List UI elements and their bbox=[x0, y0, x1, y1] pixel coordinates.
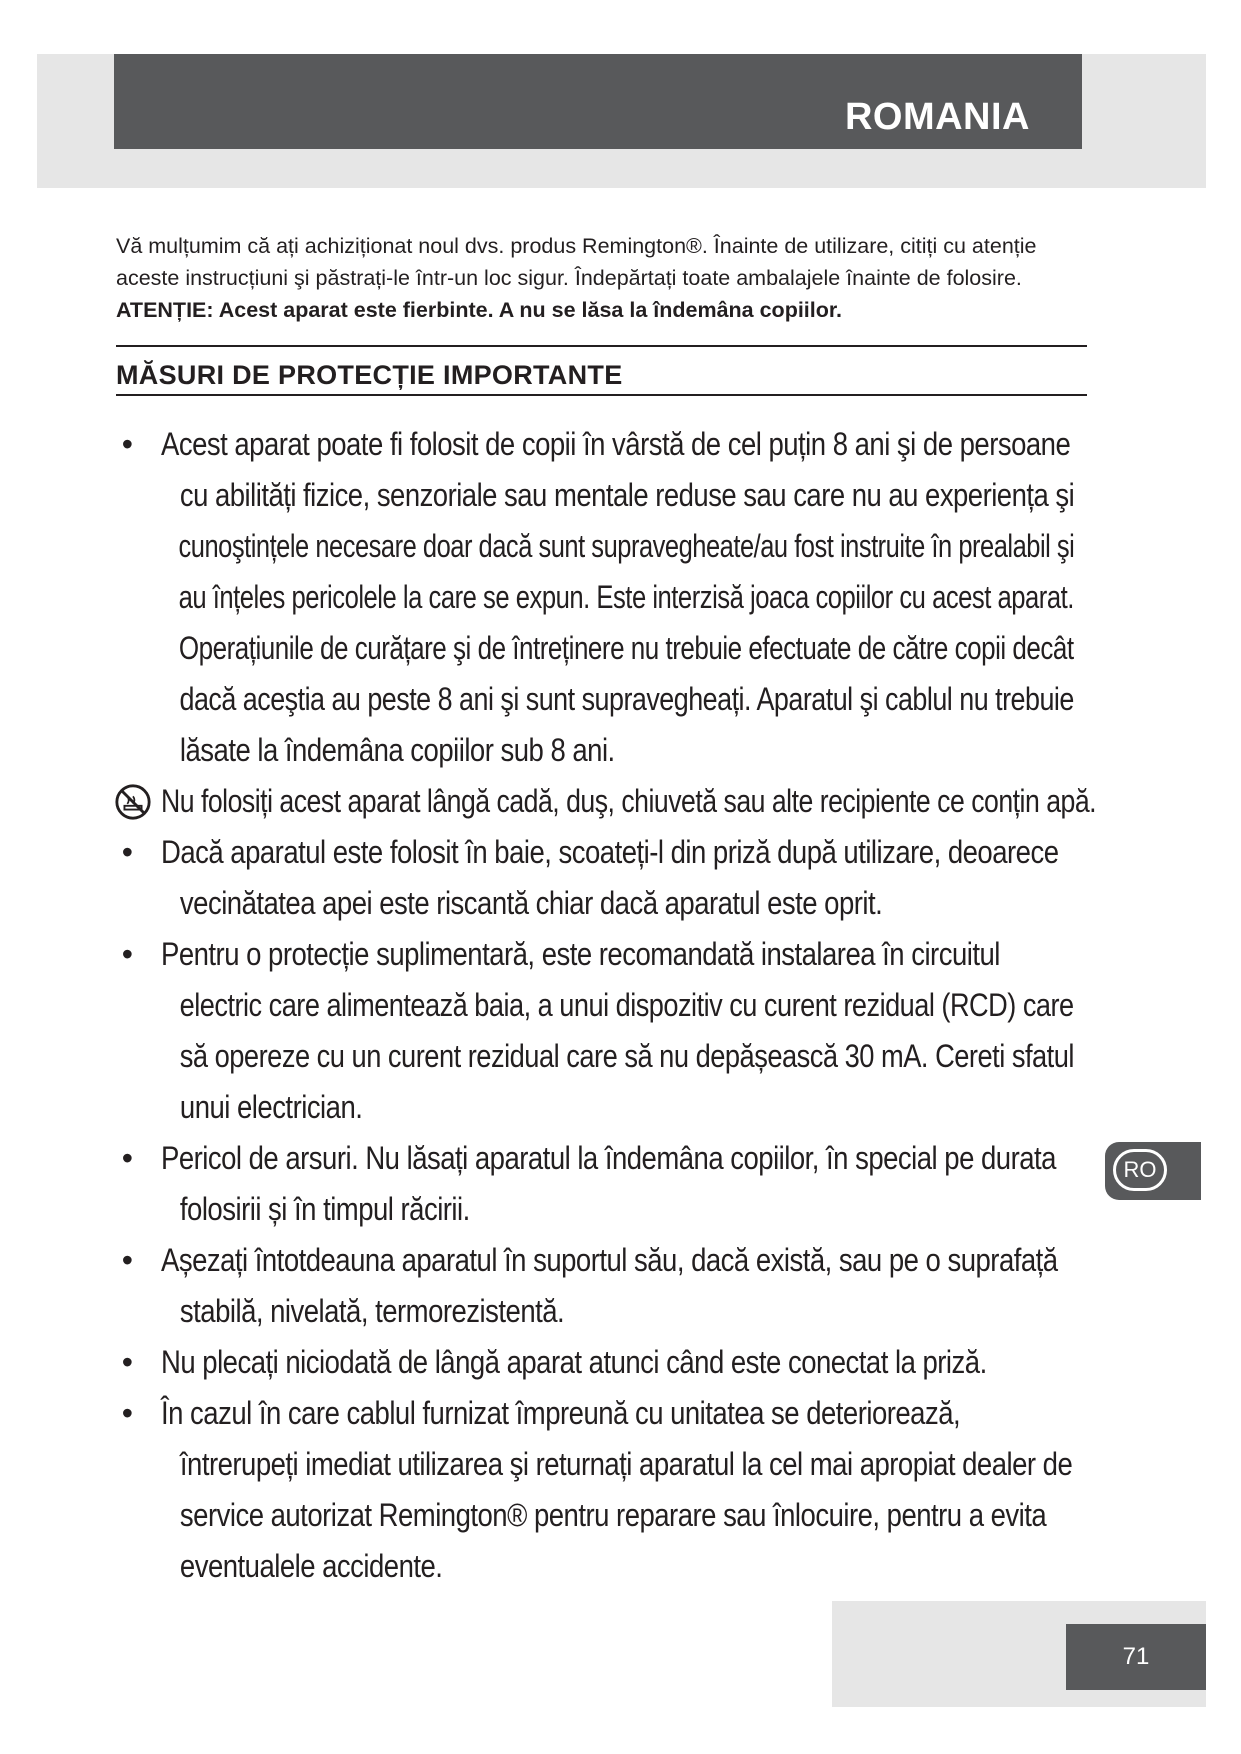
list-item-line: dacă aceştia au peste 8 ani şi sunt supravegheați. Aparatul şi cablul nu trebuie bbox=[179, 681, 1074, 717]
list-item bbox=[116, 929, 1116, 1133]
list-item-line: Așezați întotdeauna aparatul în suportul său, dacă există, sau pe o suprafață bbox=[161, 1242, 1058, 1278]
list-item-line: au înțeles pericolele la care se expun. Este interzisă joaca copiilor cu acest aparat. bbox=[178, 579, 1074, 615]
warning-list-item bbox=[116, 776, 1116, 827]
intro-text: Vă mulțumim că ați achiziționat noul dvs. produs Remington®. Înainte de utilizare, citiți cu atenție aceste instrucțiuni şi păstrați-le într-un loc sigur. Îndepărtați toate ambalajele înainte de folosire. bbox=[116, 234, 1037, 290]
language-side-tab bbox=[1105, 1142, 1201, 1200]
list-item-line: Pentru o protecție suplimentară, este recomandată instalarea în circuitul bbox=[161, 936, 1000, 972]
bullet: • bbox=[121, 426, 133, 462]
intro-warning: ATENȚIE: Acest aparat este fierbinte. A nu se lăsa la îndemâna copiilor. bbox=[116, 298, 843, 322]
list-item-line: Acest aparat poate fi folosit de copii în vârstă de cel puțin 8 ani şi de persoane bbox=[161, 426, 1071, 462]
list-item-line: lăsate la îndemâna copiilor sub 8 ani. bbox=[179, 732, 615, 768]
bullet: • bbox=[121, 1140, 133, 1176]
list-item bbox=[116, 1133, 1116, 1235]
page-number: 71 bbox=[1122, 1643, 1150, 1670]
section-title: MĂSURI DE PROTECȚIE IMPORTANTE bbox=[116, 360, 623, 390]
intro-paragraph bbox=[116, 230, 1086, 326]
bullet: • bbox=[121, 936, 133, 972]
list-item-line: cunoştințele necesare doar dacă sunt supravegheate/au fost instruite în prealabil şi bbox=[178, 528, 1075, 564]
list-item-line: electric care alimentează baia, a unui dispozitiv cu curent rezidual (RCD) care bbox=[179, 987, 1074, 1023]
list-item-line: În cazul în care cablul furnizat împreună cu unitatea se deteriorează, bbox=[161, 1395, 961, 1431]
no-water-icon bbox=[114, 783, 152, 821]
section-rule-bottom bbox=[116, 394, 1087, 396]
bullet: • bbox=[121, 1242, 133, 1278]
header-bar bbox=[114, 54, 1082, 149]
bullet: • bbox=[121, 1344, 133, 1380]
list-item-line: service autorizat Remington® pentru reparare sau înlocuire, pentru a evita bbox=[179, 1497, 1047, 1533]
list-item bbox=[116, 1388, 1116, 1592]
list-item bbox=[116, 419, 1116, 776]
section-rule-top bbox=[116, 345, 1087, 347]
list-item-line: unui electrician. bbox=[179, 1089, 363, 1125]
list-item-line: folosirii și în timpul răcirii. bbox=[179, 1191, 470, 1227]
list-item-line: eventualele accidente. bbox=[179, 1548, 443, 1584]
list-item-line: Nu plecați niciodată de lângă aparat atunci când este conectat la priză. bbox=[161, 1344, 987, 1380]
safety-list bbox=[116, 419, 1116, 1592]
list-item bbox=[116, 827, 1116, 929]
language-title: ROMANIA bbox=[844, 96, 1030, 138]
list-item-line: cu abilități fizice, senzoriale sau mentale reduse sau care nu au experiența şi bbox=[179, 477, 1075, 513]
list-item-line: vecinătatea apei este riscantă chiar dacă aparatul este oprit. bbox=[179, 885, 883, 921]
list-item-line: Operațiunile de curățare şi de întreținere nu trebuie efectuate de către copii decât bbox=[178, 630, 1074, 666]
list-item bbox=[116, 1235, 1116, 1337]
list-item-line: întrerupeți imediat utilizarea şi returnați aparatul la cel mai apropiat dealer de bbox=[179, 1446, 1073, 1482]
footer-bar bbox=[1066, 1624, 1206, 1690]
language-badge: RO bbox=[1113, 1149, 1167, 1191]
bullet: • bbox=[121, 834, 133, 870]
bullet: • bbox=[121, 1395, 133, 1431]
list-item-line: Dacă aparatul este folosit în baie, scoateți-l din priză după utilizare, deoarece bbox=[161, 834, 1059, 870]
list-item-line: Pericol de arsuri. Nu lăsați aparatul la îndemâna copiilor, în special pe durata bbox=[161, 1140, 1056, 1176]
list-item bbox=[116, 1337, 1116, 1388]
list-item-line: să opereze cu un curent rezidual care să nu depășească 30 mA. Cereti sfatul bbox=[179, 1038, 1074, 1074]
list-item-line: stabilă, nivelată, termorezistentă. bbox=[179, 1293, 565, 1329]
list-item-line: Nu folosiți acest aparat lângă cadă, duş, chiuvetă sau alte recipiente ce conțin apă. bbox=[161, 783, 1097, 819]
